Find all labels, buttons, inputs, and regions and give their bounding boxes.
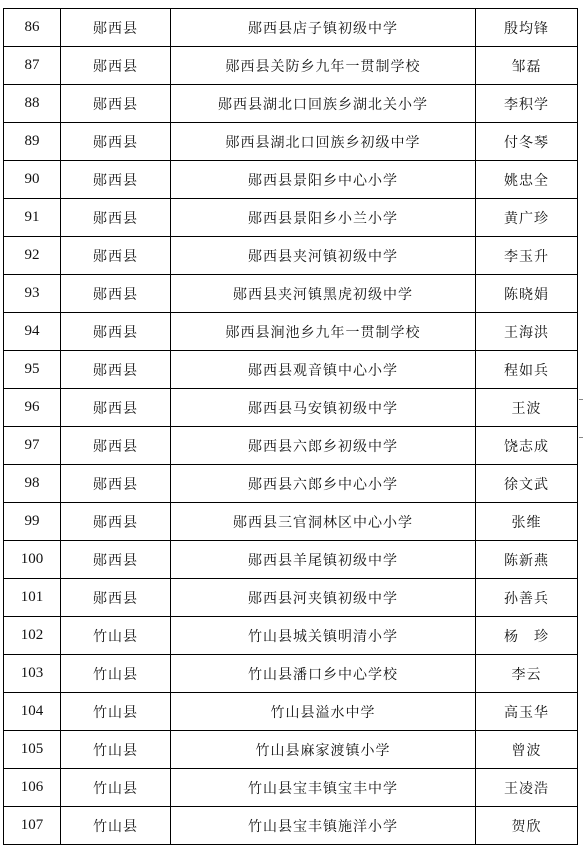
row-number: 93: [4, 275, 61, 313]
school-cell: 郧西县涧池乡九年一贯制学校: [171, 313, 476, 351]
table-row: [4, 9, 578, 47]
school-cell: 竹山县潘口乡中心学校: [171, 655, 476, 693]
teacher-name-cell: 殷均锋: [476, 9, 578, 47]
county-cell: 郧西县: [61, 351, 171, 389]
row-number: 102: [4, 617, 61, 655]
school-cell: 郧西县关防乡九年一贯制学校: [171, 47, 476, 85]
table-row: [4, 351, 578, 389]
row-number: 90: [4, 161, 61, 199]
school-cell: 郧西县六郎乡初级中学: [171, 427, 476, 465]
row-number: 86: [4, 9, 61, 47]
teacher-name-cell: 李云: [476, 655, 578, 693]
county-cell: 郧西县: [61, 275, 171, 313]
teacher-name-cell: 姚忠全: [476, 161, 578, 199]
teacher-name-cell: 李玉升: [476, 237, 578, 275]
school-cell: 郧西县湖北口回族乡湖北关小学: [171, 85, 476, 123]
table-row: [4, 237, 578, 275]
county-cell: 郧西县: [61, 237, 171, 275]
school-cell: 郧西县观音镇中心小学: [171, 351, 476, 389]
school-cell: 郧西县羊尾镇初级中学: [171, 541, 476, 579]
teacher-name-cell: 王海洪: [476, 313, 578, 351]
roster-body: [4, 9, 578, 845]
teacher-name-cell: 贺欣: [476, 807, 578, 845]
teacher-name-cell: 陈晓娟: [476, 275, 578, 313]
table-row: [4, 503, 578, 541]
school-cell: 竹山县城关镇明清小学: [171, 617, 476, 655]
row-number: 105: [4, 731, 61, 769]
county-cell: 郧西县: [61, 503, 171, 541]
table-row: [4, 807, 578, 845]
county-cell: 竹山县: [61, 693, 171, 731]
row-number: 89: [4, 123, 61, 161]
table-row: [4, 313, 578, 351]
county-cell: 郧西县: [61, 47, 171, 85]
row-number: 107: [4, 807, 61, 845]
table-row: [4, 579, 578, 617]
teacher-roster-table: [3, 8, 578, 845]
table-row: [4, 769, 578, 807]
school-cell: 竹山县麻家渡镇小学: [171, 731, 476, 769]
table-row: [4, 541, 578, 579]
row-number: 92: [4, 237, 61, 275]
county-cell: 郧西县: [61, 9, 171, 47]
teacher-name-cell: 邹磊: [476, 47, 578, 85]
school-cell: 郧西县马安镇初级中学: [171, 389, 476, 427]
teacher-name-cell: 杨 珍: [476, 617, 578, 655]
row-number: 98: [4, 465, 61, 503]
row-number: 91: [4, 199, 61, 237]
row-number: 104: [4, 693, 61, 731]
county-cell: 郧西县: [61, 579, 171, 617]
row-number: 100: [4, 541, 61, 579]
row-number: 87: [4, 47, 61, 85]
school-cell: 郧西县湖北口回族乡初级中学: [171, 123, 476, 161]
county-cell: 竹山县: [61, 617, 171, 655]
row-number: 88: [4, 85, 61, 123]
table-row: [4, 199, 578, 237]
teacher-name-cell: 程如兵: [476, 351, 578, 389]
table-row: [4, 731, 578, 769]
school-cell: 竹山县溢水中学: [171, 693, 476, 731]
row-number: 97: [4, 427, 61, 465]
row-number: 94: [4, 313, 61, 351]
page-edge-mark: [579, 437, 583, 438]
county-cell: 郧西县: [61, 541, 171, 579]
county-cell: 竹山县: [61, 769, 171, 807]
row-number: 106: [4, 769, 61, 807]
school-cell: 竹山县宝丰镇施洋小学: [171, 807, 476, 845]
table-row: [4, 465, 578, 503]
school-cell: 竹山县宝丰镇宝丰中学: [171, 769, 476, 807]
table-row: [4, 47, 578, 85]
county-cell: 郧西县: [61, 389, 171, 427]
school-cell: 郧西县景阳乡小兰小学: [171, 199, 476, 237]
table-row: [4, 275, 578, 313]
teacher-name-cell: 陈新燕: [476, 541, 578, 579]
county-cell: 郧西县: [61, 465, 171, 503]
teacher-name-cell: 饶志成: [476, 427, 578, 465]
county-cell: 郧西县: [61, 161, 171, 199]
county-cell: 郧西县: [61, 85, 171, 123]
teacher-name-cell: 黄广珍: [476, 199, 578, 237]
teacher-name-cell: 张维: [476, 503, 578, 541]
school-cell: 郧西县河夹镇初级中学: [171, 579, 476, 617]
county-cell: 郧西县: [61, 123, 171, 161]
table-row: [4, 693, 578, 731]
table-row: [4, 123, 578, 161]
school-cell: 郧西县三官洞林区中心小学: [171, 503, 476, 541]
teacher-name-cell: 曾波: [476, 731, 578, 769]
teacher-name-cell: 王凌浩: [476, 769, 578, 807]
row-number: 103: [4, 655, 61, 693]
school-cell: 郧西县景阳乡中心小学: [171, 161, 476, 199]
table-row: [4, 655, 578, 693]
county-cell: 郧西县: [61, 199, 171, 237]
school-cell: 郧西县店子镇初级中学: [171, 9, 476, 47]
row-number: 96: [4, 389, 61, 427]
row-number: 95: [4, 351, 61, 389]
table-row: [4, 427, 578, 465]
teacher-name-cell: 徐文武: [476, 465, 578, 503]
table-row: [4, 617, 578, 655]
teacher-name-cell: 高玉华: [476, 693, 578, 731]
teacher-name-cell: 李积学: [476, 85, 578, 123]
teacher-name-cell: 孙善兵: [476, 579, 578, 617]
county-cell: 竹山县: [61, 731, 171, 769]
county-cell: 郧西县: [61, 313, 171, 351]
table-row: [4, 85, 578, 123]
row-number: 101: [4, 579, 61, 617]
teacher-name-cell: 付冬琴: [476, 123, 578, 161]
county-cell: 竹山县: [61, 807, 171, 845]
school-cell: 郧西县六郎乡中心小学: [171, 465, 476, 503]
county-cell: 竹山县: [61, 655, 171, 693]
page-edge-mark: [579, 399, 583, 400]
table-row: [4, 389, 578, 427]
school-cell: 郧西县夹河镇黑虎初级中学: [171, 275, 476, 313]
school-cell: 郧西县夹河镇初级中学: [171, 237, 476, 275]
row-number: 99: [4, 503, 61, 541]
teacher-name-cell: 王波: [476, 389, 578, 427]
county-cell: 郧西县: [61, 427, 171, 465]
table-row: [4, 161, 578, 199]
